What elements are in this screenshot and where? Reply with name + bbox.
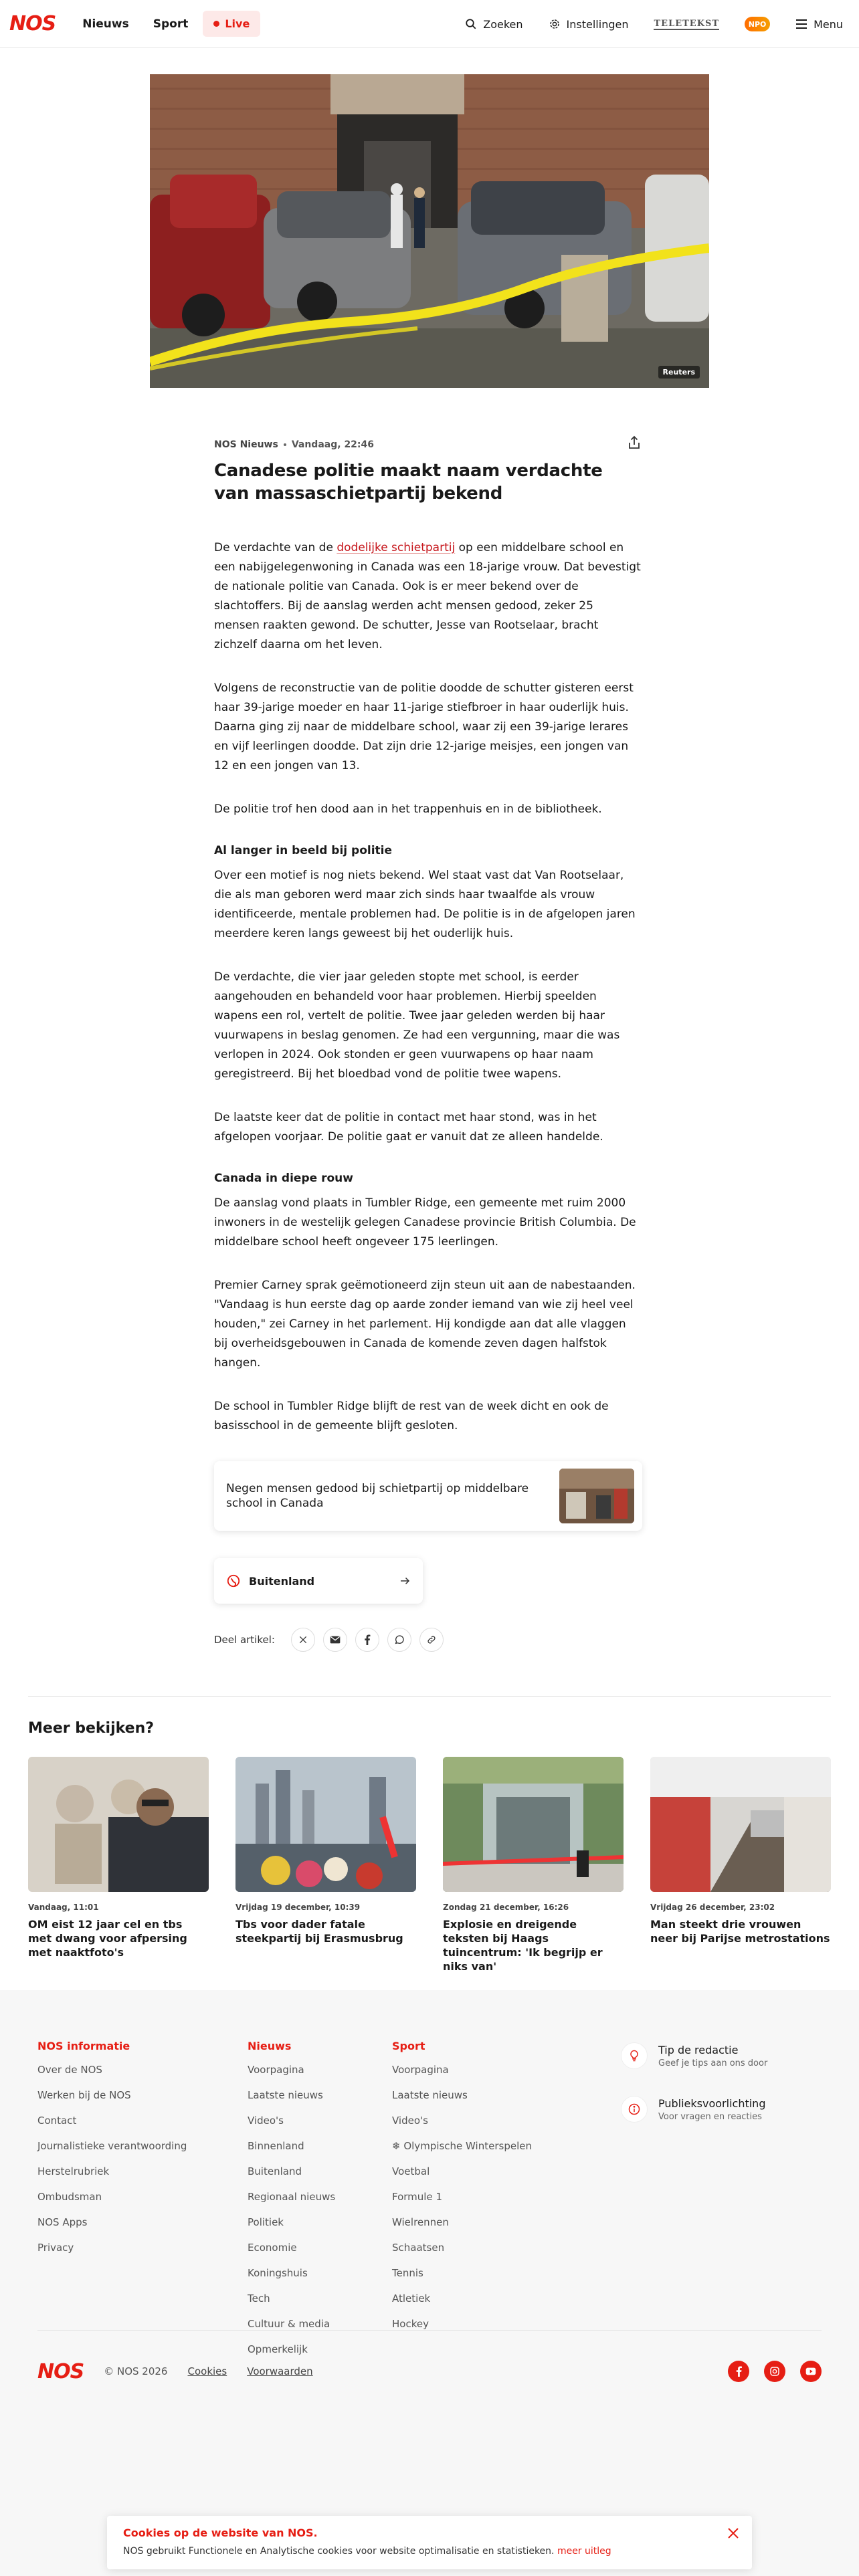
footer-link[interactable]: Voetbal: [392, 2165, 430, 2177]
related-article-title: Negen mensen gedood bij schietpartij op middelbare school in Canada: [226, 1482, 529, 1510]
meta-separator: [284, 443, 286, 446]
facebook-link[interactable]: [728, 2361, 749, 2382]
search-label: Zoeken: [483, 17, 523, 31]
live-dot-icon: [213, 21, 219, 27]
footer-link[interactable]: Herstelrubriek: [37, 2165, 110, 2177]
instagram-link[interactable]: [764, 2361, 785, 2382]
search-button[interactable]: [465, 18, 522, 31]
social-links: [728, 2361, 822, 2382]
footer-column-nos-info: [37, 2040, 187, 2265]
more-article-date: Vandaag, 11:01: [28, 1903, 99, 1912]
footer-heading: Sport: [392, 2040, 425, 2052]
footer-link[interactable]: Formule 1: [392, 2191, 442, 2203]
footer-link[interactable]: Atletiek: [392, 2292, 431, 2304]
settings-label: Instellingen: [566, 17, 629, 31]
footer-bottom: [37, 2357, 822, 2386]
more-article-card[interactable]: [443, 1757, 624, 1973]
instagram-icon: [769, 2366, 780, 2377]
youtube-link[interactable]: [800, 2361, 822, 2382]
share-bar: [214, 1627, 444, 1652]
footer-link[interactable]: Opmerkelijk: [248, 2343, 308, 2355]
cookie-banner: [107, 2516, 752, 2569]
footer-heading: Nieuws: [248, 2040, 292, 2052]
gear-icon: [549, 18, 561, 30]
teletekst-link[interactable]: TELETEKST: [654, 18, 720, 29]
article: [214, 428, 642, 1436]
footer-link[interactable]: Hockey: [392, 2318, 429, 2330]
more-article-headline: Explosie en dreigende teksten bij Haags tuincentrum: 'Ik begrijp er niks van': [443, 1918, 603, 1973]
tip-title: Tip de redactie: [658, 2043, 739, 2056]
share-copy-link-button[interactable]: [419, 1628, 444, 1652]
footer-link[interactable]: Video's: [248, 2115, 284, 2127]
footer-heading: NOS informatie: [37, 2040, 130, 2052]
menu-button[interactable]: [795, 18, 843, 31]
related-article-thumbnail: [559, 1469, 634, 1523]
more-article-card[interactable]: [650, 1757, 831, 1973]
footer-link[interactable]: Laatste nieuws: [392, 2089, 468, 2101]
hamburger-icon: [795, 19, 807, 29]
footer-column-nieuws: [248, 2040, 335, 2367]
cookie-text: [123, 2546, 736, 2557]
category-label: Buitenland: [249, 1574, 315, 1588]
share-label: Deel artikel:: [214, 1634, 275, 1646]
search-icon: [465, 18, 477, 30]
copyright: © NOS 2026: [104, 2365, 168, 2377]
share-facebook-button[interactable]: [355, 1628, 379, 1652]
public-title: Publieksvoorlichting: [658, 2097, 766, 2110]
info-icon: [621, 2096, 648, 2123]
more-article-date: Vrijdag 26 december, 23:02: [650, 1903, 775, 1912]
youtube-icon: [805, 2367, 816, 2375]
footer-link[interactable]: ❄ Olympische Winterspelen: [392, 2140, 532, 2152]
paragraph: De laatste keer dat de politie in contact met haar stond, was in het afgelopen voorjaar. De politie gaat er vanuit dat ze alleen handelde.: [214, 1111, 603, 1144]
footer-link[interactable]: Wielrennen: [392, 2216, 449, 2228]
footer-link[interactable]: Privacy: [37, 2242, 74, 2254]
facebook-icon: [364, 1634, 371, 1645]
menu-label: Menu: [814, 17, 843, 31]
more-article-image: [443, 1757, 624, 1892]
lightbulb-icon: [621, 2042, 648, 2069]
footer-link[interactable]: Koningshuis: [248, 2267, 308, 2279]
article-title: Canadese politie maakt naam verdachte van massaschietpartij bekend: [214, 461, 603, 504]
publieksvoorlichting-link[interactable]: [621, 2096, 765, 2123]
section-divider: [28, 1696, 831, 1697]
header-actions: [465, 0, 843, 48]
more-article-card[interactable]: [235, 1757, 416, 1973]
more-article-image: [235, 1757, 416, 1892]
hero-photo: [150, 74, 709, 388]
footer-link[interactable]: Binnenland: [248, 2140, 304, 2152]
nos-logo[interactable]: NOS: [9, 12, 56, 35]
paragraph: De verdachte, die vier jaar geleden stopte met school, is eerder aangehouden en behandeld voor haar problemen. Hierbij speelden wapens een rol, vertelt de politie. Twee jaar geleden werden bij haar vuurwapens in beslag genomen. Ze had een vergunning, maar die was verlopen in 2024. Ook stonden er geen vuurwapens op haar naam geregistreerd. Bij het bloedbad vond de politie twee wapens.: [214, 970, 620, 1081]
cookie-more-link[interactable]: meer uitleg: [557, 2546, 611, 2557]
footer-link[interactable]: Cultuur & media: [248, 2318, 330, 2330]
live-label: Live: [225, 17, 250, 30]
article-time: Vandaag, 22:46: [291, 439, 375, 450]
paragraph-text: De verdachte van de: [214, 541, 337, 554]
arrow-right-icon: [399, 1575, 411, 1587]
footer-link[interactable]: Buitenland: [248, 2165, 302, 2177]
share-mail-button[interactable]: [323, 1628, 347, 1652]
footer-link[interactable]: NOS Apps: [37, 2216, 88, 2228]
footer-link[interactable]: Politiek: [248, 2216, 284, 2228]
cookie-body: NOS gebruikt Functionele en Analytische cookies voor website optimalisatie en statistieken.: [123, 2546, 557, 2557]
more-article-image: [650, 1757, 831, 1892]
public-text: [658, 2097, 765, 2122]
paragraph: Volgens de reconstructie van de politie doodde de schutter gisteren eerst haar 39-jarige moeder en haar 11-jarige stiefbroer in haar ouderlijk huis. Daarna ging zij naar de middelbare school, waar zij een 39-jarige lerares en vijf leerlingen doodde. Dat zijn drie 12-jarige meisjes, een jongen van 12 en een jongen van 13.: [214, 681, 634, 772]
footer-column-sport: [392, 2040, 532, 2341]
subheading: Al langer in beeld bij politie: [214, 844, 393, 857]
tip-redactie-link[interactable]: [621, 2042, 767, 2069]
article-meta: [214, 438, 642, 451]
photo-credit: Reuters: [658, 366, 700, 379]
nav-nieuws[interactable]: Nieuws: [82, 17, 129, 31]
category-buitenland-card[interactable]: [214, 1558, 423, 1604]
paragraph: De school in Tumbler Ridge blijft de rest van de week dicht en ook de basisschool in de gemeente blijft gesloten.: [214, 1400, 609, 1432]
more-article-headline: OM eist 12 jaar cel en tbs met dwang voor afpersing met naaktfoto's: [28, 1918, 187, 1959]
footer-link[interactable]: Tech: [248, 2292, 270, 2304]
public-subtitle: Voor vragen en reacties: [658, 2111, 762, 2122]
more-articles: [28, 1757, 831, 1973]
footer-link[interactable]: Voorpagina: [392, 2064, 449, 2076]
footer-link[interactable]: Schaatsen: [392, 2242, 445, 2254]
footer-link[interactable]: Regionaal nieuws: [248, 2191, 336, 2203]
mail-icon: [330, 1635, 341, 1644]
site-header: [0, 0, 859, 48]
hero-image: [150, 74, 709, 388]
more-article-card[interactable]: [28, 1757, 209, 1973]
more-section-title: Meer bekijken?: [28, 1720, 155, 1737]
settings-button[interactable]: [549, 18, 629, 31]
footer-link[interactable]: Contact: [37, 2115, 77, 2127]
more-article-image: [28, 1757, 209, 1892]
article-source: NOS Nieuws: [214, 439, 278, 450]
link-icon: [426, 1634, 437, 1645]
related-article-card[interactable]: [214, 1461, 642, 1531]
tip-text: [658, 2044, 767, 2068]
inline-link[interactable]: dodelijke schietpartij: [337, 541, 456, 554]
footer-logo[interactable]: NOS: [37, 2359, 84, 2383]
footer-link[interactable]: Voorpagina: [248, 2064, 304, 2076]
cookies-link[interactable]: Cookies: [187, 2365, 227, 2377]
terms-link[interactable]: Voorwaarden: [247, 2365, 313, 2377]
tip-subtitle: Geef je tips aan ons door: [658, 2058, 768, 2068]
npo-logo[interactable]: NPO: [745, 17, 770, 31]
footer-link[interactable]: Tennis: [392, 2267, 423, 2279]
whatsapp-icon: [394, 1634, 405, 1645]
footer-link[interactable]: Video's: [392, 2115, 428, 2127]
cookie-title: Cookies op de website van NOS.: [123, 2527, 318, 2539]
more-article-headline: Man steekt drie vrouwen neer bij Parijse metrostations: [650, 1918, 830, 1945]
close-icon[interactable]: [725, 2525, 741, 2541]
paragraph: [214, 538, 642, 655]
paragraph: Over een motief is nog niets bekend. Wel staat vast dat Van Rootselaar, die als man geboren werd maar zich sinds haar twaalfde als vrouw identificeerde, mentale problemen had. De politie is in de afgelopen jaren meerdere keren langs geweest bij het ouderlijk huis.: [214, 869, 636, 940]
paragraph-text: op een middelbare school en een nabijgelegenwoning in Canada was een 18-jarige vrouw. Dat bevestigt de nationale politie van Canada. Ook is er meer bekend over de slachtoffers. Bij de aanslag werden acht mensen gedood, zeker 25 mensen raakten gewond. De schutter, Jesse van Rootselaar, bracht zichzelf daarna om het leven.: [214, 541, 641, 651]
share-whatsapp-button[interactable]: [387, 1628, 411, 1652]
globe-icon: [226, 1574, 241, 1588]
footer-link[interactable]: Ombudsman: [37, 2191, 102, 2203]
footer-divider: [37, 2330, 822, 2331]
footer-link[interactable]: Laatste nieuws: [248, 2089, 323, 2101]
paragraph: De politie trof hen dood aan in het trappenhuis en in de bibliotheek.: [214, 802, 602, 816]
facebook-icon: [736, 2366, 742, 2377]
live-button[interactable]: [203, 11, 260, 37]
footer-link[interactable]: Over de NOS: [37, 2064, 102, 2076]
footer-link[interactable]: Werken bij de NOS: [37, 2089, 131, 2101]
footer-link[interactable]: Journalistieke verantwoording: [37, 2140, 187, 2152]
share-x-button[interactable]: [291, 1628, 315, 1652]
site-footer: [0, 1990, 859, 2576]
nav-sport[interactable]: Sport: [153, 17, 189, 31]
subheading: Canada in diepe rouw: [214, 1172, 353, 1185]
paragraph: Premier Carney sprak geëmotioneerd zijn steun uit aan de nabestaanden. "Vandaag is hun eerste dag op aarde zonder iemand van wie zij heel veel houden," zei Carney in het parlement. Hij kondigde aan dat alle vlaggen bij overheidsgebouwen in Canada de komende zeven dagen halfstok hangen.: [214, 1279, 636, 1370]
more-article-headline: Tbs voor dader fatale steekpartij bij Erasmusbrug: [235, 1918, 403, 1945]
footer-link[interactable]: Economie: [248, 2242, 297, 2254]
more-article-date: Vrijdag 19 december, 10:39: [235, 1903, 361, 1912]
x-icon: [298, 1635, 308, 1644]
paragraph: De aanslag vond plaats in Tumbler Ridge, een gemeente met ruim 2000 inwoners in de westelijk gelegen Canadese provincie British Columbia. De middelbare school heeft ongeveer 175 leerlingen.: [214, 1196, 636, 1249]
more-article-date: Zondag 21 december, 16:26: [443, 1903, 569, 1912]
